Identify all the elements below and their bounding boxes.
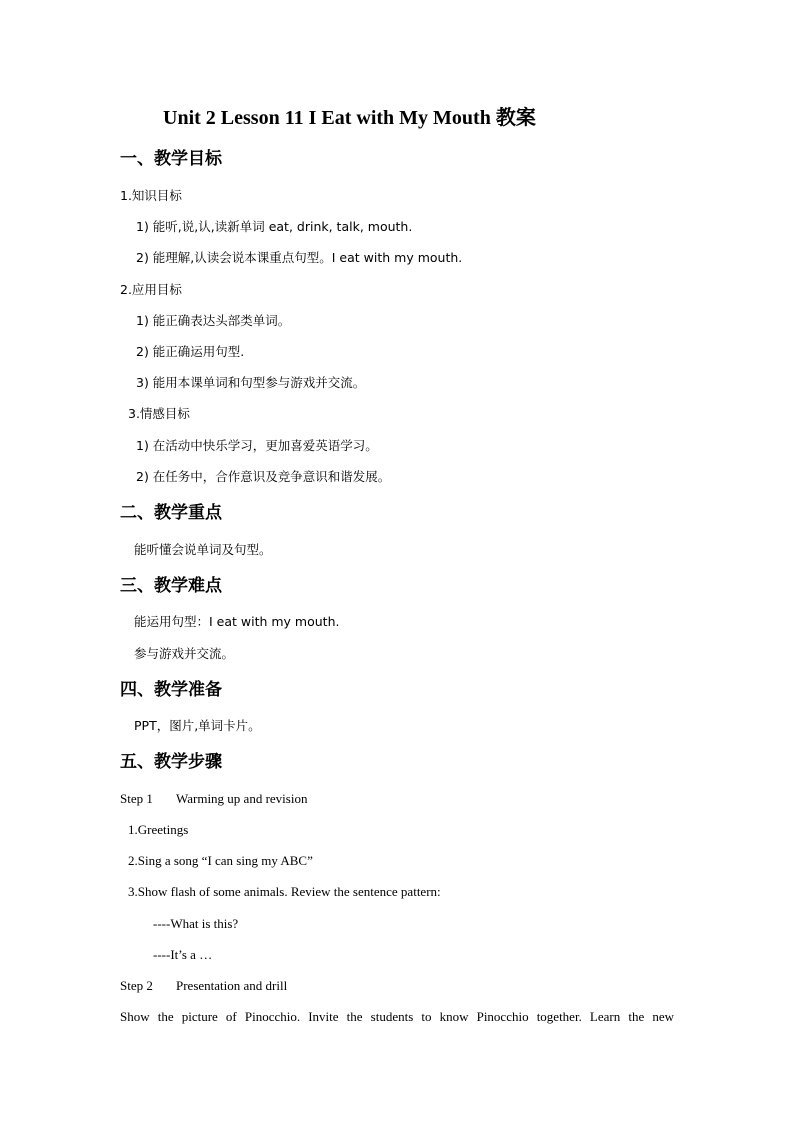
dialog-line-2: ----It’s a … — [153, 947, 213, 962]
step-2-title: Presentation and drill — [176, 978, 288, 993]
step-1-item-3: 3.Show flash of some animals. Review the sentence pattern: — [128, 884, 441, 899]
dialog-line-1: ----What is this? — [153, 916, 239, 931]
difficulties-text-2: 参与游戏并交流。 — [134, 646, 235, 661]
step-2-line — [120, 978, 287, 994]
emotion-item-1: 1) 在活动中快乐学习，更加喜爱英语学习。 — [136, 438, 378, 453]
application-objectives-label: 2.应用目标 — [120, 282, 182, 297]
application-item-2: 2) 能正确运用句型. — [136, 344, 245, 359]
difficulties-text-1: 能运用句型：I eat with my mouth. — [134, 614, 340, 629]
emotion-objectives-label: 3.情感目标 — [128, 406, 190, 421]
step-2-paragraph: Show the picture of Pinocchio. Invite the students to know Pinocchio together. Learn the new — [120, 1009, 674, 1024]
section-heading-difficulties: 三、教学难点 — [120, 576, 222, 596]
step-1-line — [120, 791, 307, 807]
knowledge-objectives-label: 1.知识目标 — [120, 188, 182, 203]
step-1-label: Step 1 — [120, 791, 153, 806]
step-2-label: Step 2 — [120, 978, 153, 993]
section-heading-preparation: 四、教学准备 — [120, 680, 222, 700]
knowledge-item-2: 2) 能理解,认读会说本课重点句型。I eat with my mouth. — [136, 250, 463, 265]
application-item-3: 3) 能用本课单词和句型参与游戏并交流。 — [136, 375, 366, 390]
step-1-title: Warming up and revision — [176, 791, 308, 806]
key-points-text: 能听懂会说单词及句型。 — [134, 542, 272, 557]
step-1-item-1: 1.Greetings — [128, 822, 189, 837]
section-heading-key-points: 二、教学重点 — [120, 503, 222, 523]
step-1-item-2: 2.Sing a song “I can sing my ABC” — [128, 853, 313, 868]
knowledge-item-1: 1) 能听,说,认,读新单词 eat, drink, talk, mouth. — [136, 219, 413, 234]
document-title: Unit 2 Lesson 11 I Eat with My Mouth 教案 — [163, 107, 536, 129]
section-heading-objectives: 一、教学目标 — [120, 149, 222, 169]
application-item-1: 1) 能正确表达头部类单词。 — [136, 313, 291, 328]
section-heading-procedure: 五、教学步骤 — [120, 752, 222, 772]
emotion-item-2: 2) 在任务中，合作意识及竞争意识和谐发展。 — [136, 469, 391, 484]
preparation-text: PPT，图片,单词卡片。 — [134, 718, 261, 733]
